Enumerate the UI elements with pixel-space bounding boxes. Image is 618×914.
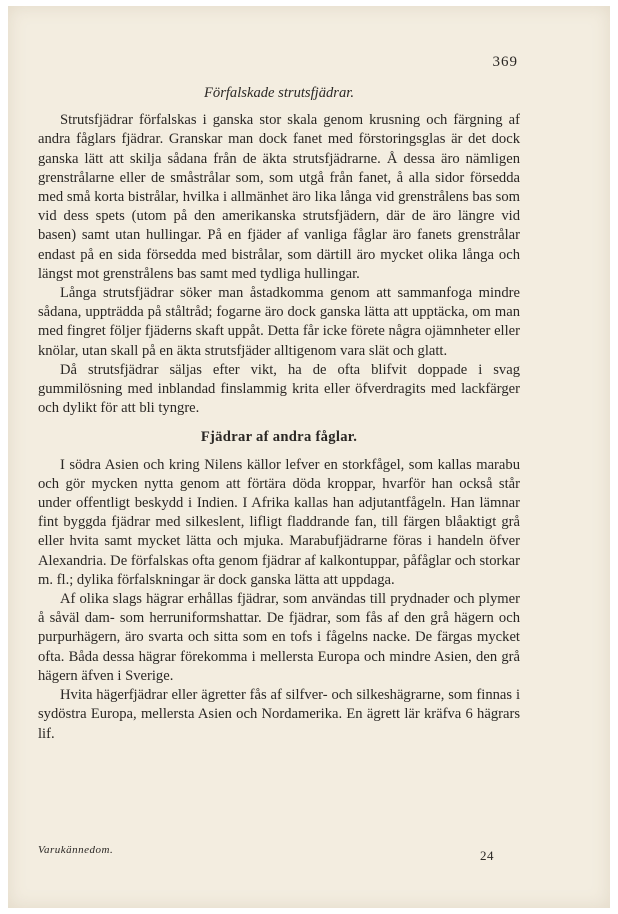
paragraph: I södra Asien och kring Nilens källor lefver en storkfågel, som kallas marabu och gör mycken nytta genom att förtära döda kroppar, hvarför han också står under offentligt beskydd i Indien. I Afrika kallas han adjutantfågeln. Han lämnar fint byggda fjädrar med silkeslent, lifligt fladdrande fan, till färgen blåaktigt grå eller hvita samt mycket lätta och mjuka. Marabufjädrarne föras i handeln öfver Alexandria. De förfalskas ofta genom fjädrar af kalkontuppar, påfåglar och storkar m. fl.; dylika förfalskningar är dock ganska lätta att uppdaga. — [38, 456, 520, 588]
book-page — [8, 6, 610, 908]
page-text — [38, 84, 520, 744]
paragraph: Strutsfjädrar förfalskas i ganska stor skala genom krusning och färgning af andra fåglars fjädrar. Granskar man dock fanet med förstoringsglas är det dock ganska lätt att skilja sådana från de äkta strutsfjädrarne. Å dessa äro nämligen grenstrålarne eller de småstrålar som, som utgå från fanet, å alla sidor försedda med små korta bistrålar, hvilka i allmänhet äro lika långa vid grenstrålens bas som vid dess spets (utom på den amerikanska strutsfjädern, där de äro längre vid basen) samt utan hullingar. På en fjäder af vanliga fåglar äro fanets grenstrålar endast på en sida försedda med bistrålar, som därtill äro mycket olika långa och längst mot grenstrålens bas samt med tydliga hullingar. — [38, 112, 520, 282]
section-heading-forfalskade: Förfalskade strutsfjädrar. — [203, 85, 354, 101]
footer-signature-title: Varukännedom. — [38, 844, 114, 856]
section-heading-fjadrar: Fjädrar af andra fåglar. — [200, 429, 358, 446]
footer-signature-number: 24 — [480, 848, 494, 863]
page-number: 369 — [492, 54, 518, 70]
paragraph: Då strutsfjädrar säljas efter vikt, ha de ofta blifvit doppade i svag gummilösning med inblandad finslammig krita eller öfverdragits med lackfärger och dylikt för att bli tyngre. — [38, 361, 520, 417]
paragraph: Långa strutsfjädrar söker man åstadkomma genom att sammanfoga mindre sådana, uppträdda på ståltråd; fogarne äro dock ganska lätta att upptäcka, om man med fingret följer fjäderns skaft uppåt. Detta får icke förete några ojämnheter eller knölar, utan skall på en äkta strutsfjäder alltigenom vara slät och glatt. — [38, 285, 520, 359]
page-footer — [38, 844, 520, 863]
paragraph: Hvita hägerfjädrar eller ägretter fås af silfver- och silkeshägrarne, som finnas i sydöstra Europa, mellersta Asien och Nordamerika. En ägrett lär kräfva 6 hägrars lif. — [38, 687, 520, 742]
paragraph: Af olika slags hägrar erhållas fjädrar, som användas till prydnader och plymer å såväl dam- som herruniformshattar. De fjädrar, som fås af den grå hägern och purpurhägern, äro svarta och sitta som en tofs i fågelns nacke. De färgas mycket ofta. Båda dessa hägrar förekomma i mellersta Europa och mindre Asien, den grå hägern äfven i Sverige. — [38, 591, 520, 684]
